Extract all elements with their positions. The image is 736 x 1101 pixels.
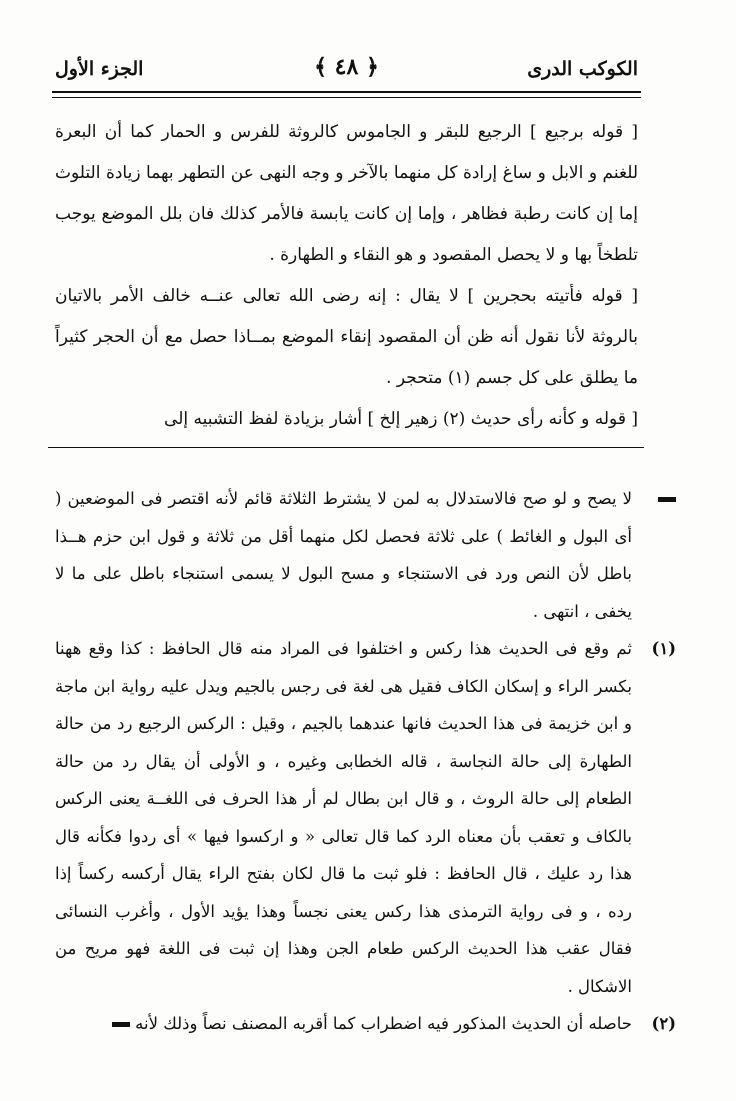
main-paragraph: [ قوله فأتيته بحجرين ] لا يقال : إنه رضى الله تعالى عنــه خالف الأمر بالاتيان بالروثة لأنا نقول أنه ظن أن المقصود إنقاء الموضع بمــاذا حصل مع أن الحجر كثيراً ما يطلق على كل جسم (١) متحجر . [55,286,638,388]
main-paragraph: [ قوله و كأنه رأى حديث (٢) زهير إلخ ] أشار بزيادة لفظ التشبيه إلى [164,409,638,429]
footnote-2 [55,1005,676,1043]
page-number: ﴿ ٤٨ ﴾ [314,54,379,80]
header-rule-thick [52,91,641,93]
header-rule-thin [52,97,641,98]
footnotes [55,480,676,1043]
footnote-number: (١) [651,639,676,658]
continuation-dash-icon [652,480,676,518]
footnote-1 [55,630,676,1005]
footnote-text: ثم وقع فى الحديث هذا ركس و اختلفوا فى المراد منه قال الحافظ : كذا وقع ههنا بكسر الراء و إسكان الكاف فقيل هى لغة فى رجس بالجيم ويدل عليه رواية ابن ماجة و ابن خزيمة فى هذا الحديث فانها عندهما بالجيم ، وقيل : الركس الرجيع رد من حالة الطهارة إلى حالة النجاسة ، قاله الخطابى وغيره ، و الأولى أن يقال رد من حالة الطعام إلى حالة الروث ، و قال ابن بطال لم أر هذا الحرف فى اللغــة يعنى الركس بالكاف و تعقب بأن معناه الرد كما قال تعالى « و اركسوا فيها » أى ردوا فكأنه قال هذا رد عليك ، قال الحافظ : فلو ثبت ما قال لكان بفتح الراء يقال أركسه ركساً إذا رده ، و فى رواية الترمذى هذا ركس يعنى نجساً وهذا يؤيد الأول ، وأغرب النسائى فقال عقب هذا الحديث الركس طعام الجن وهذا إن ثبت فى اللغة فهو مريح من الاشكال . [55,639,632,996]
footnote-text [55,1005,676,1043]
continued-dash-icon [112,1022,130,1027]
footnote-continuation-text: لا يصح و لو صح فالاستدلال به لمن لا يشترط الثلاثة قائم لأنه اقتصر فى الموضعين ( أى البول و الغائط ) على ثلاثة فحصل لكل منهما أقل من ثلاثة و قول ابن حزم هــذا باطل لأن النص ورد فى الاستنجاء و مسح البول لا يسمى استنجاء باطل على ما لا يخفى ، انتهى . [55,489,632,621]
volume-label: الجزء الأول [55,58,144,80]
main-paragraph: [ قوله برجيع ] الرجيع للبقر و الجاموس كالروثة للفرس و الحمار كما أن البعرة للغنم و الابل و ساغ إرادة كل منهما بالآخر و وجه النهى عن التطهر بهما زيادة التلوث إما إن كانت رطبة فظاهر ، وإما إن كانت يابسة فالأمر كذلك فان بلل الموضع يوجب تلطخاً بها و لا يحصل المقصود و هو النقاء و الطهارة . [55,122,638,265]
footnote-number: (٢) [651,1014,676,1033]
footnote-continuation [55,480,676,630]
footnote-2-text: حاصله أن الحديث المذكور فيه اضطراب كما أقربه المصنف نصاً وذلك لأنه [135,1014,632,1033]
book-title: الكوكب الدرى [527,58,638,80]
footnote-separator [48,447,644,448]
page-header [55,52,638,88]
main-text [55,112,638,440]
